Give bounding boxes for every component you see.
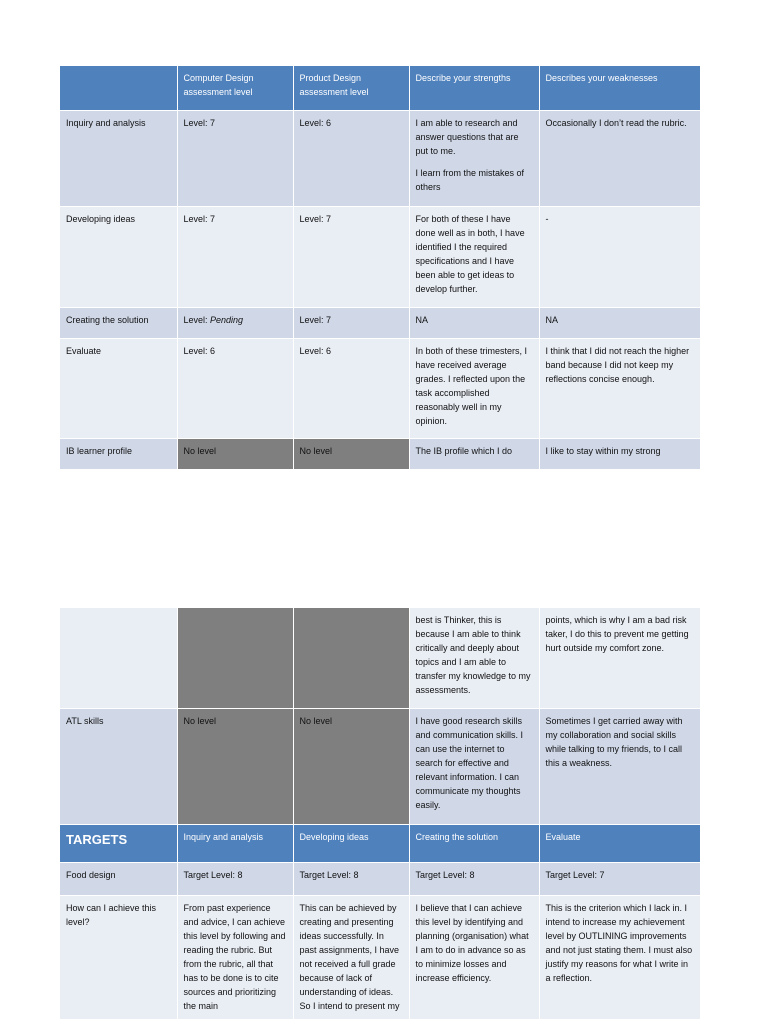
table-header-row <box>60 66 700 110</box>
table-row <box>60 206 700 307</box>
strength-text-2: I learn from the mistakes of others <box>415 167 525 192</box>
computer-design-level <box>177 608 293 708</box>
weakness-text: points, which is why I am a bad risk taker, I do this to prevent me getting hurt outside my comfort zone. <box>539 608 700 708</box>
strength-text: The IB profile which I do <box>409 438 539 469</box>
targets-title-cell <box>60 824 177 862</box>
product-design-level: Level: 7 <box>293 206 409 307</box>
achieve-text: From past experience and advice, I can achieve this level by following and reading the rubric. But from the rubric, all that has to be done is to cite sources and prioritizing the main <box>177 895 293 1019</box>
target-level: Target Level: 7 <box>539 862 700 895</box>
target-level: Target Level: 8 <box>177 862 293 895</box>
strength-text: In both of these trimesters, I have received average grades. I reflected upon the task accomplished reasonably well in my opinion. <box>409 338 539 438</box>
table-row <box>60 862 700 895</box>
table-row <box>60 708 700 824</box>
computer-design-level: Level: 7 <box>177 110 293 206</box>
strength-text: For both of these I have done well as in both, I have identified I the required specifications and I have been able to get ideas to develop further. <box>409 206 539 307</box>
targets-header-row <box>60 824 700 862</box>
row-label <box>60 608 177 708</box>
row-label: IB learner profile <box>60 438 177 469</box>
header-weaknesses: Describes your weaknesses <box>539 66 700 110</box>
product-design-level: Level: 6 <box>293 338 409 438</box>
product-design-level: Level: 6 <box>293 110 409 206</box>
weakness-text: I think that I did not reach the higher band because I did not keep my reflections concise enough. <box>539 338 700 438</box>
table-row <box>60 438 700 469</box>
self-assessment-table <box>60 66 700 470</box>
row-label: Food design <box>60 862 177 895</box>
computer-design-level: No level <box>177 708 293 824</box>
row-label: Inquiry and analysis <box>60 110 177 206</box>
row-label: Developing ideas <box>60 206 177 307</box>
weakness-text: NA <box>539 307 700 338</box>
header-product-design: Product Design assessment level <box>293 66 409 110</box>
achieve-text: I believe that I can achieve this level by identifying and planning (organisation) what I am to do in advance so as to minimize losses and increase efficiency. <box>409 895 539 1019</box>
product-design-level: Level: 7 <box>293 307 409 338</box>
header-computer-design: Computer Design assessment level <box>177 66 293 110</box>
weakness-text: Sometimes I get carried away with my collaboration and social skills while talking to my friends, to I call this a weakness. <box>539 708 700 824</box>
header-evaluate: Evaluate <box>539 824 700 862</box>
computer-design-level <box>177 307 293 338</box>
product-design-level: No level <box>293 438 409 469</box>
product-design-level <box>293 608 409 708</box>
targets-title: TARGETS <box>66 831 128 847</box>
weakness-text: I like to stay within my strong <box>539 438 700 469</box>
weakness-text: - <box>539 206 700 307</box>
computer-design-level: Level: 6 <box>177 338 293 438</box>
strength-text: I am able to research and answer questions that are put to me. <box>415 117 519 156</box>
header-cell-empty <box>60 66 177 110</box>
row-label: Creating the solution <box>60 307 177 338</box>
achieve-text: This can be achieved by creating and presenting ideas successfully. In past assignments, I have not received a full grade because of lack of understanding of ideas. So I intend to present my <box>293 895 409 1019</box>
target-level: Target Level: 8 <box>409 862 539 895</box>
table-row <box>60 338 700 438</box>
header-developing-ideas: Developing ideas <box>293 824 409 862</box>
table-row <box>60 110 700 206</box>
header-creating-solution: Creating the solution <box>409 824 539 862</box>
level-prefix: Level: <box>183 314 211 325</box>
target-level: Target Level: 8 <box>293 862 409 895</box>
header-inquiry-analysis: Inquiry and analysis <box>177 824 293 862</box>
targets-table <box>60 608 700 1020</box>
table-row <box>60 307 700 338</box>
computer-design-level: No level <box>177 438 293 469</box>
header-strengths: Describe your strengths <box>409 66 539 110</box>
strength-text: best is Thinker, this is because I am able to think critically and deeply about topics and I am able to transfer my knowledge to my assessments. <box>409 608 539 708</box>
product-design-level: No level <box>293 708 409 824</box>
table-row <box>60 608 700 708</box>
row-label: How can I achieve this level? <box>60 895 177 1019</box>
strength-text: NA <box>409 307 539 338</box>
achieve-text: This is the criterion which I lack in. I intend to increase my achievement level by OUTLINING improvements and not just stating them. I must also justify my reasons for what I write in a reflection. <box>539 895 700 1019</box>
row-label: Evaluate <box>60 338 177 438</box>
table-row <box>60 895 700 1019</box>
strengths-cell <box>409 110 539 206</box>
level-pending: Pending <box>210 314 244 325</box>
strength-text: I have good research skills and communication skills. I can use the internet to search for effective and relevant information. I can communicate my thoughts easily. <box>409 708 539 824</box>
weakness-text: Occasionally I don’t read the rubric. <box>539 110 700 206</box>
computer-design-level: Level: 7 <box>177 206 293 307</box>
row-label: ATL skills <box>60 708 177 824</box>
